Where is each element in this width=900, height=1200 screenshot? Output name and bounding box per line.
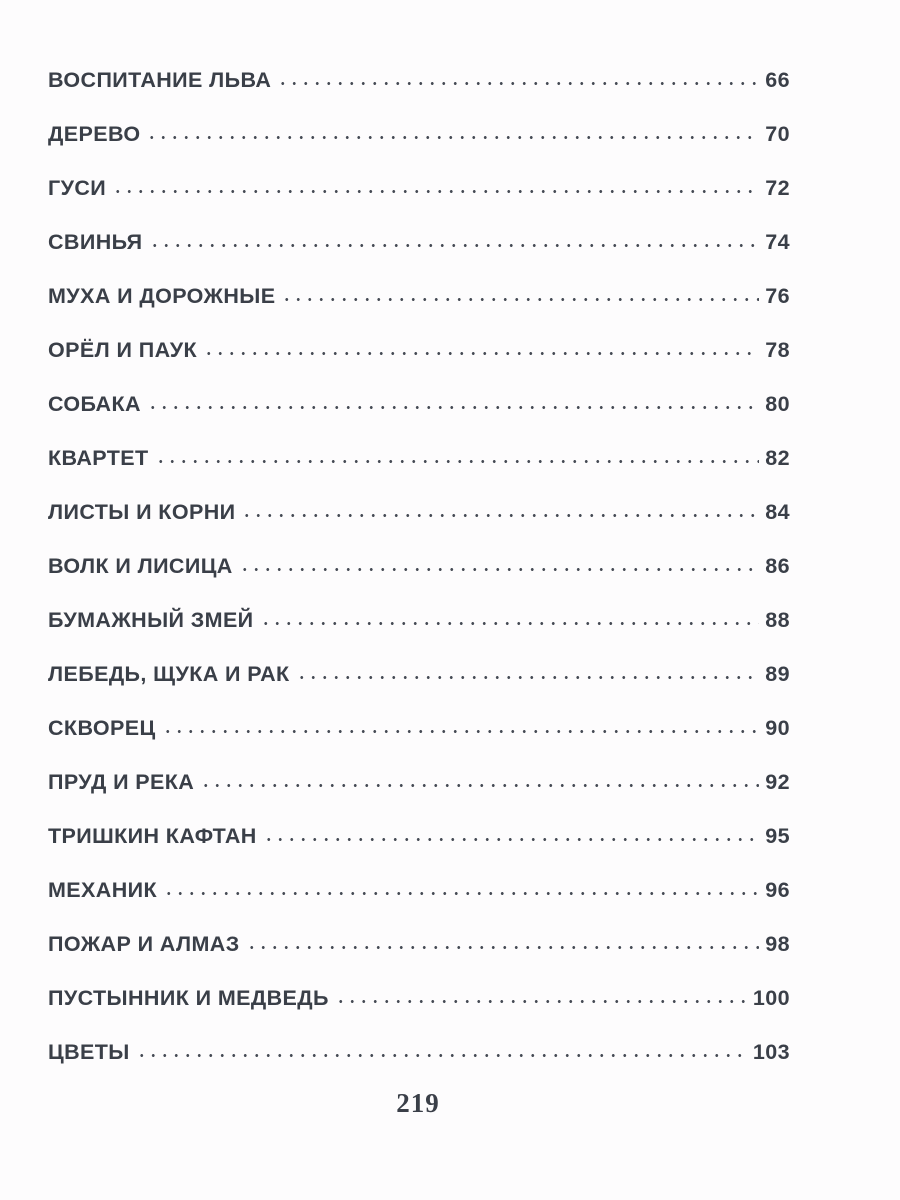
- toc-entry: [48, 278, 790, 332]
- dot-leader: [146, 136, 759, 139]
- dot-leader: [163, 892, 759, 895]
- dot-leader: [136, 1054, 747, 1057]
- toc-entry: [48, 116, 790, 170]
- toc-entry-title: ПРУД И РЕКА: [48, 770, 195, 794]
- toc-entry-title: КВАРТЕТ: [48, 446, 149, 470]
- toc-entry: [48, 656, 790, 710]
- dot-leader: [239, 568, 760, 571]
- toc-entry-page: 74: [765, 230, 790, 254]
- toc-entry-page: 72: [765, 176, 790, 200]
- toc-entry-page: 88: [765, 608, 790, 632]
- toc-entry: [48, 332, 790, 386]
- toc-entry: [48, 926, 790, 980]
- dot-leader: [200, 784, 759, 787]
- toc-entry: [48, 980, 790, 1034]
- dot-leader: [149, 244, 760, 247]
- dot-leader: [147, 406, 759, 409]
- dot-leader: [296, 676, 760, 679]
- toc-entry-title: ЛИСТЫ И КОРНИ: [48, 500, 236, 524]
- toc-entry-page: 100: [752, 986, 790, 1010]
- toc-entry-page: 78: [765, 338, 790, 362]
- dot-leader: [203, 352, 759, 355]
- toc-entry-title: ДЕРЕВО: [48, 122, 141, 146]
- toc-entry: [48, 224, 790, 278]
- toc-entry: [48, 440, 790, 494]
- toc-entry-title: СОБАКА: [48, 392, 141, 416]
- toc-entry: [48, 548, 790, 602]
- toc-entry-page: 96: [765, 878, 790, 902]
- toc-entry-page: 80: [765, 392, 790, 416]
- dot-leader: [112, 190, 759, 193]
- dot-leader: [277, 82, 759, 85]
- dot-leader: [263, 838, 760, 841]
- toc-entry-page: 76: [765, 284, 790, 308]
- table-of-contents: [48, 62, 790, 1088]
- toc-entry-page: 89: [765, 662, 790, 686]
- toc-entry-title: ВОСПИТАНИЕ ЛЬВА: [48, 68, 272, 92]
- toc-entry: [48, 494, 790, 548]
- dot-leader: [241, 514, 759, 517]
- toc-entry-page: 70: [765, 122, 790, 146]
- dot-leader: [335, 1000, 747, 1003]
- dot-leader: [155, 460, 760, 463]
- toc-entry-title: МЕХАНИК: [48, 878, 158, 902]
- toc-entry: [48, 62, 790, 116]
- toc-entry-page: 103: [752, 1040, 790, 1064]
- toc-entry-page: 90: [765, 716, 790, 740]
- toc-entry-title: МУХА И ДОРОЖНЫЕ: [48, 284, 276, 308]
- toc-entry-title: БУМАЖНЫЙ ЗМЕЙ: [48, 608, 254, 632]
- toc-entry: [48, 1034, 790, 1088]
- toc-entry-title: СВИНЬЯ: [48, 230, 143, 254]
- toc-entry: [48, 386, 790, 440]
- toc-entry-page: 86: [765, 554, 790, 578]
- dot-leader: [281, 298, 759, 301]
- toc-entry-title: ЛЕБЕДЬ, ЩУКА И РАК: [48, 662, 290, 686]
- toc-entry-title: ПУСТЫННИК И МЕДВЕДЬ: [48, 986, 329, 1010]
- toc-entry-title: ПОЖАР И АЛМАЗ: [48, 932, 240, 956]
- toc-entry-page: 84: [765, 500, 790, 524]
- toc-entry: [48, 602, 790, 656]
- toc-entry-page: 82: [765, 446, 790, 470]
- toc-entry: [48, 764, 790, 818]
- toc-entry-page: 92: [765, 770, 790, 794]
- dot-leader: [162, 730, 760, 733]
- toc-entry: [48, 872, 790, 926]
- toc-entry-page: 95: [765, 824, 790, 848]
- toc-entry-page: 98: [765, 932, 790, 956]
- toc-entry-title: ОРЁЛ И ПАУК: [48, 338, 197, 362]
- page-number: 219: [396, 1088, 440, 1118]
- toc-entry-title: СКВОРЕЦ: [48, 716, 156, 740]
- toc-entry-title: ВОЛК И ЛИСИЦА: [48, 554, 233, 578]
- dot-leader: [246, 946, 760, 949]
- toc-entry: [48, 710, 790, 764]
- toc-entry: [48, 170, 790, 224]
- toc-entry-title: ГУСИ: [48, 176, 107, 200]
- dot-leader: [260, 622, 760, 625]
- toc-entry: [48, 818, 790, 872]
- toc-entry-title: ЦВЕТЫ: [48, 1040, 130, 1064]
- toc-entry-title: ТРИШКИН КАФТАН: [48, 824, 257, 848]
- toc-entry-page: 66: [765, 68, 790, 92]
